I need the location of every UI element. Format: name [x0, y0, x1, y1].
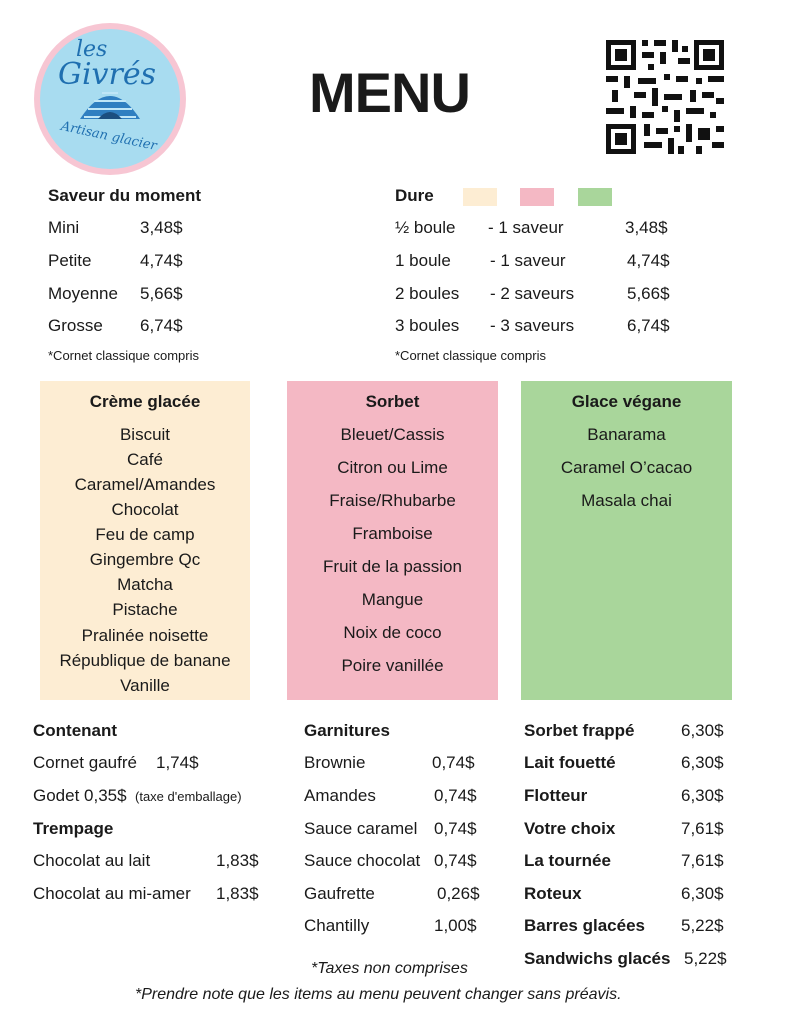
garniture-label: Sauce chocolat	[304, 851, 421, 870]
logo-line1: les	[76, 37, 108, 62]
dure-size: 1 boule	[395, 251, 451, 270]
garniture-price: 0,74$	[434, 786, 477, 805]
flavor-item: Mangue	[361, 590, 424, 609]
flavor-item: République de banane	[59, 651, 231, 670]
dure-price: 5,66$	[627, 284, 670, 303]
swatch-sorbet	[520, 188, 554, 206]
moment-title: Saveur du moment	[48, 186, 202, 205]
flavor-item: Citron ou Lime	[337, 458, 448, 477]
dure-flavors: - 1 saveur	[490, 251, 566, 270]
special-price: 7,61$	[681, 851, 724, 870]
moment-size: Moyenne	[48, 284, 118, 303]
qr-code[interactable]	[604, 38, 726, 156]
dure-note: *Cornet classique compris	[395, 348, 547, 363]
flavor-item: Fruit de la passion	[323, 557, 462, 576]
taxes-note: *Taxes non comprises	[311, 960, 468, 977]
trempage-title: Trempage	[33, 819, 114, 838]
garniture-label: Sauce caramel	[304, 819, 418, 838]
flavor-item: Gingembre Qc	[89, 550, 201, 569]
special-label: Lait fouetté	[524, 753, 616, 772]
special-price: 6,30$	[681, 786, 724, 805]
moment-price: 3,48$	[140, 218, 183, 237]
special-label: Barres glacées	[524, 916, 645, 935]
special-label: Flotteur	[524, 786, 588, 805]
dure-flavors: - 1 saveur	[488, 218, 564, 237]
dure-flavors: - 2 saveurs	[490, 284, 575, 303]
vegane-column	[521, 381, 732, 700]
moment-price: 6,74$	[140, 316, 183, 335]
special-price: 6,30$	[681, 721, 724, 740]
special-price: 6,30$	[681, 753, 724, 772]
dure-size: 3 boules	[395, 316, 460, 335]
flavor-item: Feu de camp	[95, 525, 195, 544]
special-label: Roteux	[524, 884, 582, 903]
special-price: 5,22$	[681, 916, 724, 935]
vegane-title: Glace végane	[571, 392, 682, 411]
swatch-creme	[463, 188, 497, 206]
trempage-label: Chocolat au mi-amer	[33, 884, 191, 903]
dure-price: 6,74$	[627, 316, 670, 335]
sorbet-column	[287, 381, 498, 700]
flavor-item: Biscuit	[119, 425, 171, 444]
sorbet-title: Sorbet	[365, 392, 420, 411]
flavor-item: Vanille	[120, 676, 170, 695]
cornet-price: 1,74$	[156, 753, 199, 772]
igloo-icon	[32, 21, 188, 177]
garniture-price: 1,00$	[434, 916, 477, 935]
dure-title: Dure	[395, 186, 434, 205]
garniture-price: 0,26$	[437, 884, 480, 903]
special-price: 6,30$	[681, 884, 724, 903]
special-price: 5,22$	[684, 949, 727, 968]
garniture-label: Amandes	[304, 786, 376, 805]
trempage-price: 1,83$	[216, 851, 259, 870]
flavor-item: Noix de coco	[343, 623, 442, 642]
garnitures-title: Garnitures	[304, 721, 390, 740]
moment-size: Petite	[48, 251, 92, 270]
dure-size: ½ boule	[395, 218, 456, 237]
garniture-price: 0,74$	[432, 753, 475, 772]
cornet-label: Cornet gaufré	[33, 753, 137, 772]
trempage-price: 1,83$	[216, 884, 259, 903]
flavor-item: Pistache	[112, 600, 178, 619]
special-price: 7,61$	[681, 819, 724, 838]
special-label: La tournée	[524, 851, 611, 870]
flavor-item: Matcha	[117, 575, 173, 594]
logo-line3: Artisan glacier	[59, 119, 158, 154]
dure-price: 3,48$	[625, 218, 668, 237]
qr-code-icon	[604, 38, 726, 156]
dure-flavors: - 3 saveurs	[490, 316, 575, 335]
special-label: Votre choix	[524, 819, 616, 838]
contenant-title: Contenant	[33, 721, 118, 740]
flavor-item: Framboise	[352, 524, 433, 543]
godet-label: Godet 0,35$	[33, 786, 127, 805]
special-label: Sorbet frappé	[524, 721, 635, 740]
moment-size: Grosse	[48, 316, 103, 335]
creme-column	[40, 381, 250, 700]
trempage-label: Chocolat au lait	[33, 851, 151, 870]
garniture-price: 0,74$	[434, 851, 477, 870]
garniture-label: Gaufrette	[304, 884, 375, 903]
logo-line2: Givrés	[58, 57, 156, 92]
flavor-item: Fraise/Rhubarbe	[329, 491, 456, 510]
garniture-label: Chantilly	[304, 916, 370, 935]
garniture-label: Brownie	[304, 753, 366, 772]
flavor-item: Caramel O’cacao	[560, 458, 693, 477]
creme-title: Crème glacée	[89, 392, 201, 411]
flavor-item: Bleuet/Cassis	[340, 425, 445, 444]
moment-note: *Cornet classique compris	[48, 348, 200, 363]
swatch-vegane	[578, 188, 612, 206]
moment-size: Mini	[48, 218, 80, 237]
dure-price: 4,74$	[627, 251, 670, 270]
logo	[32, 21, 188, 177]
flavor-item: Masala chai	[581, 491, 672, 510]
flavor-item: Pralinée noisette	[81, 626, 209, 645]
flavor-item: Banarama	[587, 425, 666, 444]
flavor-item: Caramel/Amandes	[74, 475, 216, 494]
change-notice: *Prendre note que les items au menu peuvent changer sans préavis.	[135, 986, 622, 1003]
flavor-item: Café	[127, 450, 163, 469]
dure-size: 2 boules	[395, 284, 460, 303]
flavor-item: Chocolat	[111, 500, 179, 519]
godet-sub: (taxe d'emballage)	[135, 789, 242, 804]
garniture-price: 0,74$	[434, 819, 477, 838]
page-title: MENU	[309, 61, 470, 124]
moment-price: 4,74$	[140, 251, 183, 270]
moment-price: 5,66$	[140, 284, 183, 303]
special-label: Sandwichs glacés	[524, 949, 671, 968]
flavor-item: Poire vanillée	[341, 656, 444, 675]
